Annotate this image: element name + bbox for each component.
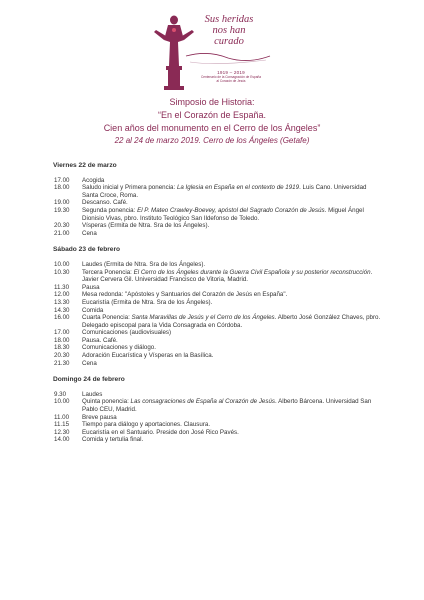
program-day bbox=[54, 162, 384, 237]
schedule-time: 14.00 bbox=[54, 436, 70, 444]
description-text: Quinta ponencia: bbox=[82, 398, 131, 406]
schedule-description bbox=[82, 269, 384, 284]
description-text: Saludo inicial y Primera ponencia: bbox=[82, 184, 177, 192]
schedule-description bbox=[82, 184, 384, 199]
schedule-row bbox=[54, 184, 384, 199]
description-text: Laudes bbox=[82, 390, 103, 398]
schedule-row bbox=[54, 329, 384, 337]
schedule-description bbox=[82, 307, 384, 315]
description-text: Cena bbox=[82, 359, 97, 367]
schedule-time: 10.00 bbox=[54, 260, 70, 268]
speaker-info: . Alberto Bárcena. Universidad San Pablo CEU, Madrid. bbox=[82, 398, 372, 414]
schedule-time: 14.30 bbox=[54, 306, 70, 314]
schedule-description bbox=[82, 414, 384, 422]
schedule-description bbox=[82, 429, 384, 437]
talk-title: Santa Maravillas de Jesús y el Cerro de los Ángeles bbox=[131, 314, 275, 322]
schedule-description bbox=[82, 398, 384, 413]
description-text: Mesa redonda: "Apóstoles y Santuarios del Corazón de Jesús en España". bbox=[82, 291, 288, 299]
program-schedule bbox=[54, 162, 384, 453]
description-text: Adoración Eucarística y Vísperas en la Basílica. bbox=[82, 352, 214, 360]
schedule-time: 20.30 bbox=[54, 352, 70, 360]
heading-line-3: Cien años del monumento en el Cerro de los Ángeles” bbox=[103, 123, 321, 133]
schedule-time: 9.30 bbox=[54, 390, 67, 398]
logo-years: 1919 – 2019 bbox=[217, 70, 245, 75]
program-day bbox=[54, 376, 384, 444]
schedule-row bbox=[54, 436, 384, 444]
schedule-description bbox=[82, 230, 384, 238]
heading-line-1: Simposio de Historia: bbox=[169, 97, 255, 107]
description-text: Comida y tertulia final. bbox=[82, 436, 144, 444]
schedule-description bbox=[82, 284, 384, 292]
schedule-time: 10.30 bbox=[54, 268, 70, 276]
schedule-row bbox=[54, 207, 384, 222]
schedule-time: 19.30 bbox=[54, 206, 70, 214]
schedule-description bbox=[82, 436, 384, 444]
description-text: Comida bbox=[82, 306, 104, 314]
day-title: Viernes 22 de marzo bbox=[53, 162, 117, 169]
schedule-row bbox=[54, 429, 384, 437]
schedule-description bbox=[82, 261, 384, 269]
day-title: Domingo 24 de febrero bbox=[53, 376, 125, 384]
schedule-time: 12.00 bbox=[54, 291, 70, 299]
logo-title: Sus heridas nos han curado bbox=[204, 14, 254, 47]
schedule-description bbox=[82, 360, 384, 368]
schedule-row bbox=[54, 391, 384, 399]
schedule-row bbox=[54, 222, 384, 230]
symposium-heading bbox=[0, 96, 424, 147]
description-text: Pausa bbox=[82, 283, 100, 291]
schedule-time: 18.00 bbox=[54, 184, 70, 192]
day-title: Sábado 23 de febrero bbox=[53, 246, 121, 254]
schedule-time: 21.30 bbox=[54, 359, 70, 367]
schedule-description bbox=[82, 314, 384, 329]
schedule-row bbox=[54, 299, 384, 307]
schedule-row bbox=[54, 261, 384, 269]
description-text: Pausa. Café. bbox=[82, 336, 118, 344]
schedule-time: 11.00 bbox=[54, 413, 70, 421]
schedule-description bbox=[82, 329, 384, 337]
description-text: Tercera Ponencia: bbox=[82, 268, 134, 276]
schedule-time: 17.00 bbox=[54, 176, 70, 184]
description-text: Cuarta Ponencia: bbox=[82, 314, 132, 322]
schedule-time: 19.00 bbox=[54, 199, 70, 207]
speaker-info: . Javier Cervera Gil. Universidad Francisco de Vitoria, Madrid. bbox=[82, 268, 373, 284]
schedule-time: 17.00 bbox=[54, 329, 70, 337]
description-text: Eucaristía (Ermita de Ntra. Sra de los Ángeles). bbox=[82, 298, 213, 306]
centenary-logo bbox=[148, 6, 276, 94]
description-text: Comunicaciones (audiovisuales) bbox=[82, 329, 172, 337]
schedule-description bbox=[82, 299, 384, 307]
schedule-description bbox=[82, 291, 384, 299]
schedule-row bbox=[54, 352, 384, 360]
schedule-description bbox=[82, 222, 384, 230]
schedule-time: 18.30 bbox=[54, 344, 70, 352]
schedule-time: 10.00 bbox=[54, 398, 70, 406]
heading-date-location: 22 al 24 de marzo 2019. Cerro de los Ángeles (Getafe) bbox=[114, 136, 310, 145]
schedule-time: 13.30 bbox=[54, 298, 70, 306]
speaker-info: . Luis Cano. Universidad Santa Croce, Roma. bbox=[82, 184, 367, 199]
schedule-time: 16.00 bbox=[54, 314, 70, 322]
description-text: Vísperas (Ermita de Ntra. Sra de los Ángeles). bbox=[82, 222, 210, 230]
schedule-row bbox=[54, 230, 384, 238]
schedule-description bbox=[82, 391, 384, 399]
schedule-row bbox=[54, 337, 384, 345]
schedule-description bbox=[82, 207, 384, 222]
program-day bbox=[54, 246, 384, 367]
schedule-row bbox=[54, 177, 384, 185]
schedule-time: 21.00 bbox=[54, 229, 70, 237]
talk-title: El P. Mateo Crawley-Boevey, apóstol del Sagrado Corazón de Jesús bbox=[137, 206, 325, 214]
schedule-description bbox=[82, 352, 384, 360]
schedule-row bbox=[54, 360, 384, 368]
schedule-row bbox=[54, 291, 384, 299]
schedule-time: 18.00 bbox=[54, 336, 70, 344]
schedule-row bbox=[54, 284, 384, 292]
schedule-description bbox=[82, 344, 384, 352]
description-text: Cena bbox=[82, 229, 97, 237]
schedule-time: 11.30 bbox=[54, 283, 70, 291]
schedule-time: 20.30 bbox=[54, 222, 70, 230]
description-text: Tiempo para diálogo y aportaciones. Clausura. bbox=[82, 421, 211, 429]
description-text: Descanso. Café. bbox=[82, 199, 128, 207]
talk-title: La Iglesia en España en el contexto de 1919 bbox=[176, 184, 300, 192]
schedule-description bbox=[82, 177, 384, 185]
speaker-info: . Alberto José González Chaves, pbro. Delegado episcopal para la Vida Consagrada en Córdoba. bbox=[82, 314, 381, 329]
talk-title: El Cerro de los Ángeles durante la Guerra Civil Española y su posterior reconstrucción bbox=[133, 268, 371, 276]
schedule-row bbox=[54, 199, 384, 207]
schedule-description bbox=[82, 421, 384, 429]
description-text: Acogida bbox=[82, 176, 105, 184]
schedule-time: 12.30 bbox=[54, 428, 70, 436]
schedule-row bbox=[54, 398, 384, 413]
description-text: Comunicaciones y diálogo. bbox=[82, 344, 156, 352]
logo-subtitle: Centenario de la Consagración de España al Corazón de Jesús bbox=[200, 75, 262, 83]
schedule-row bbox=[54, 314, 384, 329]
description-text: Breve pausa bbox=[82, 413, 117, 421]
speaker-info: . Miguel Ángel Dionisio Vivas, pbro. Instituto Teológico San Ildefonso de Toledo. bbox=[82, 206, 364, 222]
schedule-row bbox=[54, 414, 384, 422]
schedule-row bbox=[54, 421, 384, 429]
heading-line-2: “En el Corazón de España. bbox=[157, 110, 267, 120]
schedule-description bbox=[82, 199, 384, 207]
schedule-time: 11.15 bbox=[54, 421, 70, 429]
description-text: Segunda ponencia: bbox=[82, 206, 138, 214]
schedule-description bbox=[82, 337, 384, 345]
description-text: Eucaristía en el Santuario. Preside don José Rico Pavés. bbox=[82, 428, 239, 436]
schedule-row bbox=[54, 307, 384, 315]
schedule-row bbox=[54, 269, 384, 284]
talk-title: Las consagraciones de España al Corazón de Jesús bbox=[130, 398, 275, 406]
description-text: Laudes (Ermita de Ntra. Sra de los Ángeles). bbox=[82, 260, 206, 268]
schedule-row bbox=[54, 344, 384, 352]
